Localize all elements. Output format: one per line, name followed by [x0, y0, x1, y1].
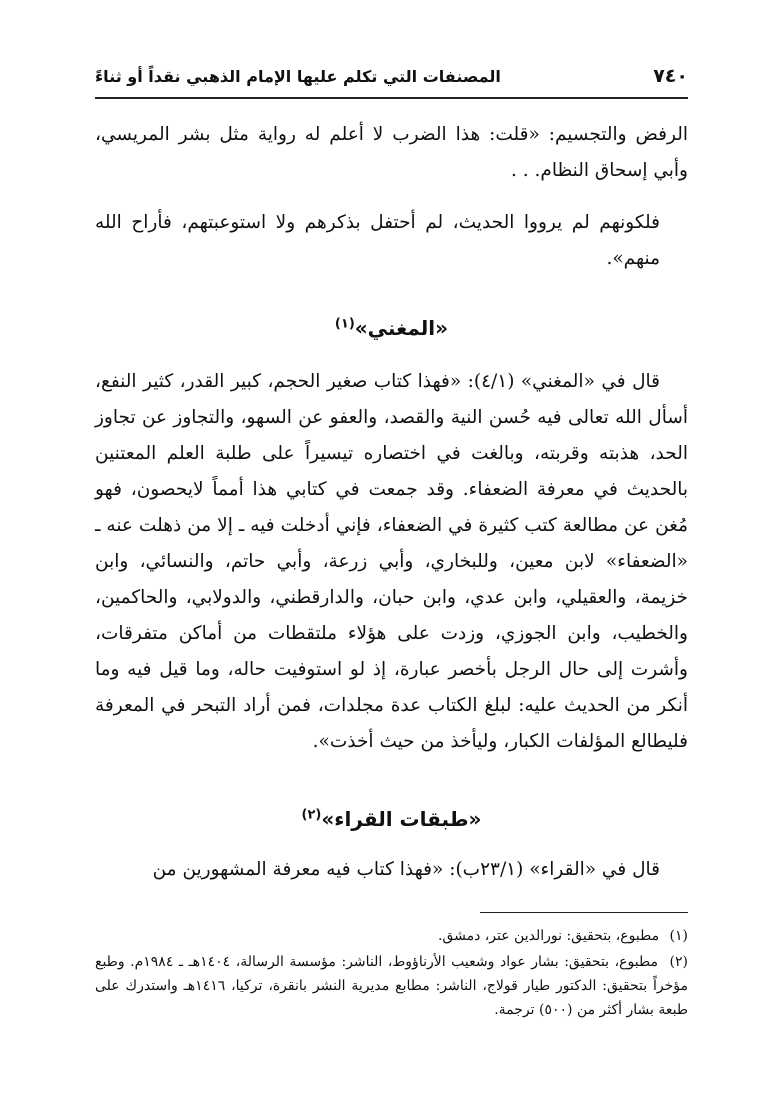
paragraph-text: قال في «المغني» (٤/١): «فهذا كتاب صغير الحجم، كبير القدر، كثير النفع، أسأل الله تعالى فيه حُسن النية والقصد، والعفو عن السهو، والتجاوز عن تجاوز الحد، هذبته وقربته، وبالغت في اختصاره تيسيراً على طلبة العلم المعتنين بالحديث في معرفة الضعفاء. وقد جمعت في كتابي هذا أمماً لايحصون، فهو مُغن عن مطالعة كتب كثيرة في الضعفاء، فإني أدخلت فيه ـ إلا من ذهلت عنه ـ «الضعفاء» لابن معين، وللبخاري، وأبي زرعة، وأبي حاتم، والنسائي، وابن خزيمة، والعقيلي، وابن عدي، وابن حبان، والدارقطني، والدولابي، والحاكمين، والخطيب، وابن الجوزي، وزدت على هؤلاء ملتقطات من أماكن متفرقات، وأشرت إلى حال الرجل بأخصر عبارة، إذ لو استوفيت حاله، وما قيل فيه وما أنكر من الحديث عليه: لبلغ الكتاب عدة مجلدات، فمن أراد التبحر في المعرفة فليطالع المؤلفات الكبار، وليأخذ من حيث أخذت».: [95, 371, 688, 752]
running-title: المصنفات التي تكلم عليها الإمام الذهبي نقداً أو ثناءً: [95, 66, 501, 86]
footnote-text: مطبوع، بتحقيق: بشار عواد وشعيب الأرناؤوط، الناشر: مؤسسة الرسالة، ١٤٠٤هـ ـ ١٩٨٤م. وطبع مؤخراً بتحقيق: الدكتور طيار قولاج، الناشر: مطابع مديرية النشر بانقرة، تركيا، ١٤١٦هـ واستدرك على طبعة بشار أكثر من (٥٠٠) ترجمة.: [95, 954, 688, 1018]
paragraph: [95, 117, 688, 189]
footnote-ref: (٢): [301, 807, 322, 823]
section-heading: [95, 316, 688, 340]
header-rule: [95, 97, 688, 99]
footnote-text: مطبوع، بتحقيق: نورالدين عتر، دمشق.: [437, 928, 660, 944]
page-number: ٧٤٠: [653, 65, 688, 87]
paragraph: [95, 852, 688, 888]
footnote-number: (٢): [669, 954, 688, 970]
footnote-number: (١): [669, 928, 688, 944]
footnote-separator: [480, 912, 688, 913]
footnote-ref: (١): [334, 316, 355, 332]
paragraph: [95, 364, 688, 760]
section-heading-text: «طبقات القراء»: [321, 807, 482, 831]
section-heading: [95, 807, 688, 831]
paragraph-text: الرفض والتجسيم: «قلت: هذا الضرب لا أعلم له رواية مثل بشر المريسي، وأبي إسحاق النظام. . .: [95, 124, 688, 181]
paragraph: [95, 205, 688, 277]
footnote: [95, 950, 688, 1022]
page-header: [95, 56, 688, 96]
paragraph-text: فلكونهم لم يرووا الحديث، لم أحتفل بذكرهم ولا استوعبتهم، فأراح الله منهم».: [95, 212, 660, 269]
section-heading-text: «المغني»: [354, 316, 449, 340]
footnote: [95, 924, 688, 948]
footnotes: [95, 924, 688, 1024]
paragraph-text: قال في «القراء» (٢٣/١ب): «فهذا كتاب فيه معرفة المشهورين من: [152, 859, 660, 880]
